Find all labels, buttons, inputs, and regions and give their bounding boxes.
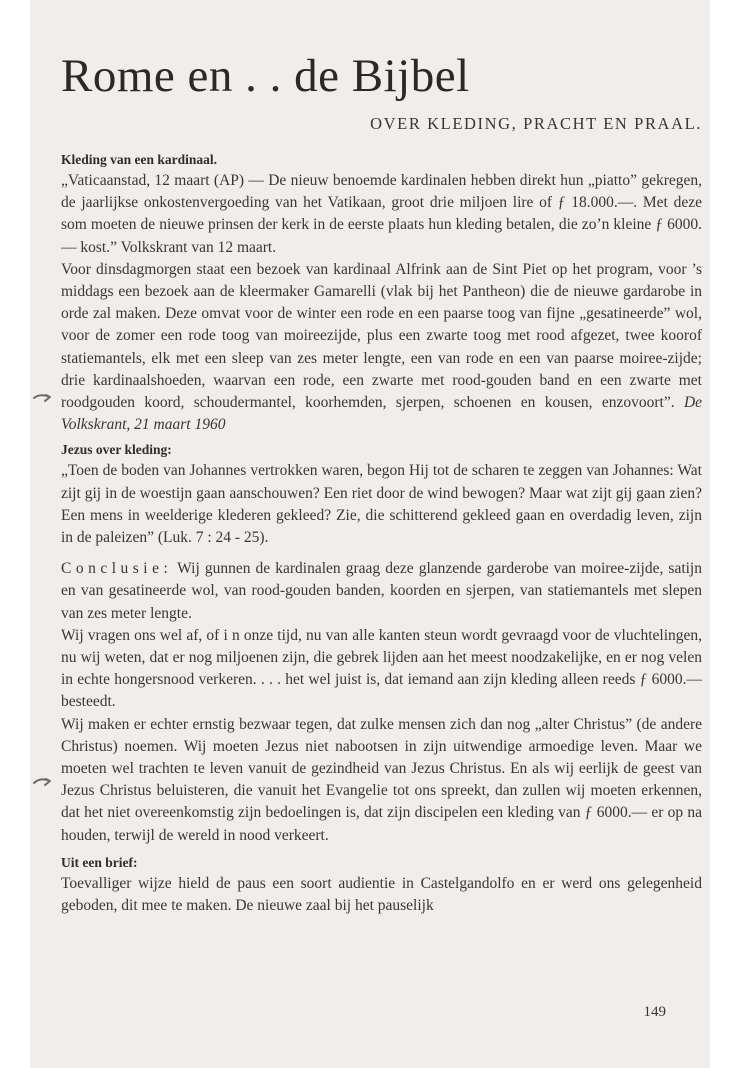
article <box>61 46 702 917</box>
source-citation: De Volkskrant, 21 maart 1960 <box>61 394 703 434</box>
section-heading-letter: Uit een brief: <box>61 854 138 870</box>
conclusion-text: Wij gunnen de kardinalen graag deze glanzende garderobe van moiree-zijde, satijn en van gesatineerde wol, van rood-gouden banden, koorden en sjerpen, van statiemantels met slepen van zes meter lengte. <box>61 560 702 622</box>
letter-paragraph: Toevalliger wijze hield de paus een soort audientie in Castelgandolfo en er werd ons gelegenheid geboden, dit mee te maken. De nieuwe zaal bij het pauselijk <box>61 874 702 915</box>
page-number: 149 <box>643 1004 666 1020</box>
bible-quote: „Toen de boden van Johannes vertrokken waren, begon Hij tot de scharen te zeggen van Johannes: Wat zijt gij in de woestijn gaan aanschouwen? Een riet door de wind bewogen? Maar wat zijt gij gaan zien? Een mens in weelderige klederen gekleed? Zie, die schitterend gekleed gaan en overdadig leven, zijn in de paleizen” (Luk. 7 : 24 - 25). <box>61 462 702 547</box>
section-heading-jesus: Jezus over kleding: <box>61 442 172 458</box>
article-title: Rome en . . de Bijbel <box>61 50 470 102</box>
margin-pencil-mark-icon <box>32 391 54 405</box>
section-heading-cardinal: Kleding van een kardinaal. <box>61 152 218 167</box>
conclusion-paragraph <box>61 558 702 625</box>
wardrobe-text: Voor dinsdagmorgen staat een bezoek van kardinaal Alfrink aan de Sint Piet op het program, voor ’s middags een bezoek aan de kleermaker Gamarelli (vlak bij het Pantheon) die de nieuwe gardarobe in orde zal maken. Deze omvat voor de winter een rode en een paarse toog van fijne „gesatineerde” wol, voor de zomer een rode toog van moireezijde, plus een zwarte toog met rood afgezet, twee koorof statiemantels, elk met een sleep van zes meter lengte, een van rode en een van paarse moiree-zijde; drie kardinaalshoeden, waarvan een rode, een zwarte met rood-gouden band en een zwarte met roodgouden koord, schoudermantel, koorhemden, sjerpen, schoenen en kousen, enzovoort”. <box>61 260 702 412</box>
news-quote: „Vaticaanstad, 12 maart (AP) — De nieuw benoemde kardinalen hebben direkt hun „piatto” gekregen, de jaarlijkse onkostenvergoeding van het Vatikaan, groot drie miljoen lire of ƒ 18.000.—. Met deze som moeten de nieuwe prinsen der kerk in de eerste plaats hun kleding betalen, die zo’n kleine ƒ 6000.— kost.” Volkskrant van 12 maart. <box>61 172 702 256</box>
wardrobe-paragraph <box>61 259 702 437</box>
scan-background <box>710 0 738 1068</box>
article-subtitle: OVER KLEDING, PRACHT EN PRAAL. <box>370 114 702 133</box>
objection-paragraph: Wij maken er echter ernstig bezwaar tegen, dat zulke mensen zich dan nog „alter Christus” (de andere Christus) noemen. Wij moeten Jezus niet nabootsen in zijn uitwendige armoedige leven. Maar we moeten wel trachten te leven vanuit de gezindheid van Jezus Christus. En als wij eerlijk de geest van Jezus Christus beluisteren, die vanuit het Evangelie tot ons spreekt, dan zullen wij moeten erkennen, dat het niet overeenkomstig zijn bedoelingen is, dat zijn discipelen een kleding van ƒ 6000.— er op na houden, terwijl de wereld in nood verkeert. <box>61 715 702 844</box>
conclusion-label: Conclusie: <box>61 560 173 578</box>
refugee-paragraph: Wij vragen ons wel af, of i n onze tijd, nu van alle kanten steun wordt gevraagd voor de vluchtelingen, nu wij weten, dat er nog miljoenen zijn, die gebrek lijden aan het meest noodzakelijke, en er nog velen in echte hongersnood verkeren. . . . het wel juist is, dat iemand aan zijn kleding alleen reeds ƒ 6000.— besteedt. <box>61 626 702 711</box>
margin-pencil-mark-icon <box>32 775 54 789</box>
book-page <box>30 0 710 1068</box>
